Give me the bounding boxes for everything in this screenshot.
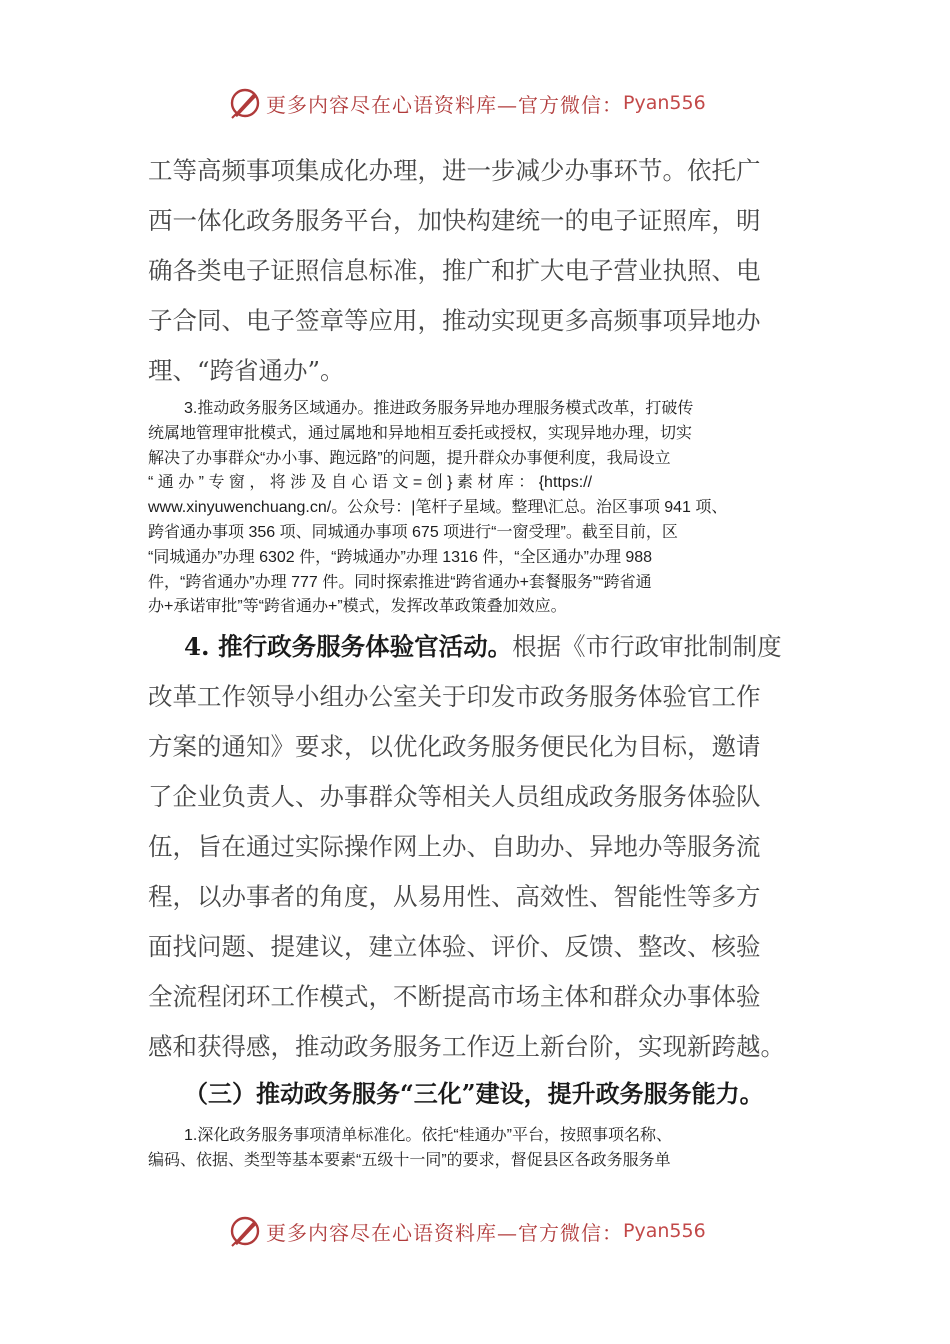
paragraph-standardization — [148, 1124, 810, 1174]
text-line: 工等高频事项集成化办理，进一步减少办事环节。依托广 — [148, 156, 761, 185]
text-line: 1.深化政务服务事项清单标准化。依托“桂通办”平台，按照事项名称、 — [184, 1127, 673, 1144]
text-line: 西一体化政务服务平台，加快构建统一的电子证照库，明 — [148, 206, 761, 235]
footer-banner — [228, 1214, 706, 1248]
header-banner — [228, 86, 706, 120]
text-line: “同城通办”办理 6302 件，“跨城通办”办理 1316 件，“全区通办”办理 988 — [148, 548, 653, 566]
text-line: 方案的通知》要求，以优化政务服务便民化为目标，邀请 — [148, 732, 761, 761]
text-line: 编码、依据、类型等基本要素“五级十一同”的要求，督促县区各政务服务单 — [148, 1151, 671, 1169]
text-line: 跨省通办事项 356 项、同城通办事项 675 项进行“一窗受理”。截至目前，区 — [148, 523, 678, 541]
text-line: 统属地管理审批模式，通过属地和异地相互委托或授权，实现异地办理，切实 — [148, 424, 693, 442]
text-line: 改革工作领导小组办公室关于印发市政务服务体验官工作 — [148, 682, 761, 711]
section-heading: （三）推动政务服务“三化”建设，提升政务服务能力。 — [184, 1079, 764, 1108]
paragraph-experience-officer — [148, 622, 808, 1072]
text-line: 确各类电子证照信息标准，推广和扩大电子营业执照、电 — [148, 256, 761, 285]
banner-wechat-id: Pyan556 — [623, 1220, 706, 1242]
paragraph-continuation — [148, 146, 808, 396]
text-line: 伍，旨在通过实际操作网上办、自助办、异地办等服务流 — [148, 832, 761, 861]
text-line: 解决了办事群众“办小事、跑远路”的问题，提升群众办事便利度，我局设立 — [148, 449, 671, 467]
banner-text: 更多内容尽在心语资料库—官方微信： — [266, 1220, 623, 1245]
text-line: 3.推动政务服务区域通办。推进政务服务异地办理服务模式改革，打破传 — [184, 400, 694, 417]
text-line: 全流程闭环工作模式，不断提高市场主体和群众办事体验 — [148, 982, 761, 1011]
pen-logo-icon — [228, 86, 262, 120]
text-line: 程，以办事者的角度，从易用性、高效性、智能性等多方 — [148, 882, 761, 911]
paragraph-regional-service — [148, 397, 810, 620]
text-line: 办+承诺审批”等“跨省通办+”模式，发挥改革政策叠加效应。 — [148, 598, 567, 616]
text-line: 了企业负责人、办事群众等相关人员组成政务服务体验队 — [148, 782, 761, 811]
banner-wechat-id: Pyan556 — [623, 92, 706, 114]
text-line: “ 通 办 ” 专 窗 ， 将 涉 及 自 心 语 文 = 创 } 素 材 库 ： {https:// — [148, 474, 593, 492]
paragraph-lead: 4. 推行政务服务体验官活动。 — [184, 632, 513, 661]
pen-logo-icon — [228, 1214, 262, 1248]
text-line — [148, 622, 808, 672]
text-line: 感和获得感，推动政务服务工作迈上新台阶，实现新跨越。 — [148, 1032, 785, 1061]
text-line: 理、“跨省通办”。 — [148, 356, 345, 385]
banner-text: 更多内容尽在心语资料库—官方微信： — [266, 92, 623, 117]
text-line: 件，“跨省通办”办理 777 件。同时探索推进“跨省通办+套餐服务”“跨省通 — [148, 573, 652, 591]
text-line: 面找问题、提建议，建立体验、评价、反馈、整改、核验 — [148, 932, 761, 961]
text-line: www.xinyuwenchuang.cn/。公众号：|笔杆子星域。整理\汇总。治区事项 941 项、 — [148, 499, 728, 517]
lead-rest: 根据《市行政审批制制度 — [512, 632, 782, 661]
text-line: 子合同、电子签章等应用，推动实现更多高频事项异地办 — [148, 306, 761, 335]
